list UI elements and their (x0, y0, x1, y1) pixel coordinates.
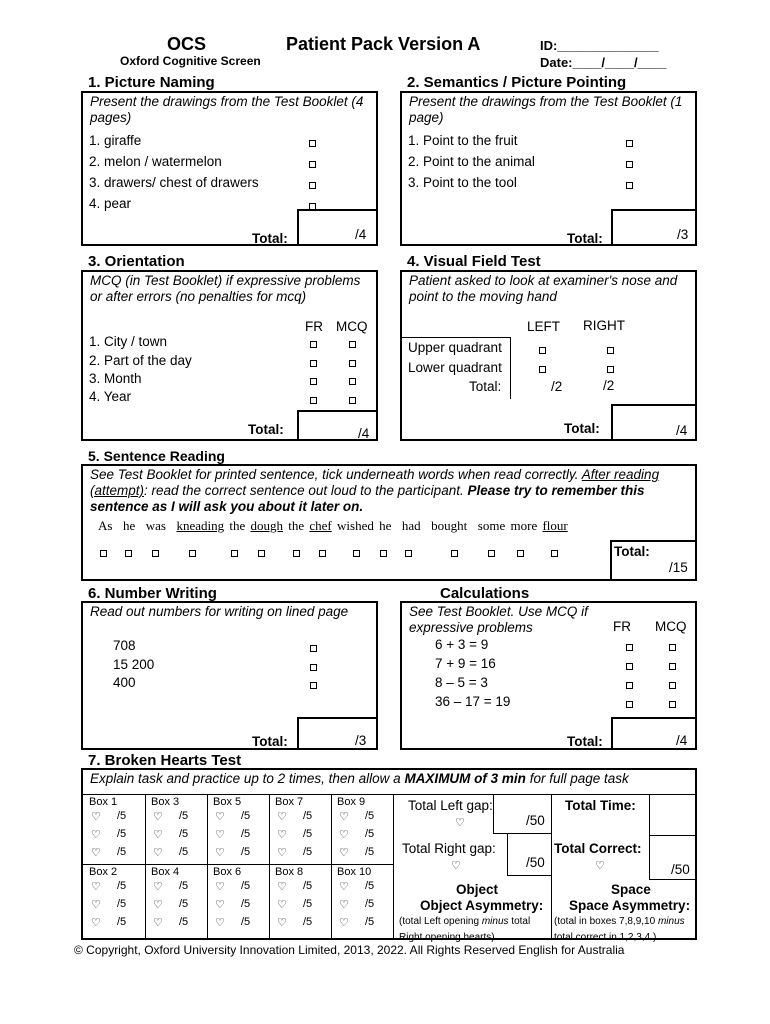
total-label: Total: (567, 231, 603, 246)
checkbox[interactable] (626, 182, 633, 189)
picture-naming-item: 1. giraffe (89, 133, 142, 148)
heart-icon: ♡ (153, 811, 163, 823)
cell-max: /5 (241, 880, 251, 892)
checkbox[interactable] (319, 550, 326, 557)
heart-icon: ♡ (277, 881, 287, 893)
heart-icon: ♡ (277, 847, 287, 859)
space-note-minus: minus (657, 916, 685, 927)
cell-max: /5 (241, 916, 251, 928)
orientation-item: 3. Month (89, 371, 142, 386)
score-box[interactable] (649, 794, 695, 836)
number-item: 400 (113, 675, 136, 690)
col-mcq: MCQ (655, 619, 687, 634)
col-fr: FR (613, 619, 631, 634)
sentence-word: flour (542, 518, 568, 533)
checkbox[interactable] (607, 366, 614, 373)
gap-max: /50 (526, 813, 545, 828)
quadrant-row: Upper quadrant (408, 340, 502, 355)
object-note-minus: minus (481, 916, 509, 927)
col-fr: FR (305, 319, 323, 334)
space-asymmetry-label: Space Asymmetry: (569, 898, 691, 913)
picture-naming-box (81, 91, 378, 246)
cell-max: /5 (117, 828, 127, 840)
cell-max: /5 (365, 916, 375, 928)
checkbox[interactable] (309, 161, 316, 168)
visual-field-box (400, 270, 697, 441)
cell-max: /5 (365, 898, 375, 910)
total-time-label: Total Time: (565, 798, 636, 813)
cell-max: /5 (241, 828, 251, 840)
checkbox[interactable] (189, 550, 196, 557)
sentence-word: the (288, 518, 305, 533)
checkbox[interactable] (100, 550, 107, 557)
heart-icon: ♡ (277, 917, 287, 929)
calculations-box (400, 601, 697, 750)
total-right-gap-label: Total Right gap: (402, 841, 496, 856)
space-note: total correct in 1,2,3,4 ) (554, 932, 657, 943)
heart-icon: ♡ (277, 829, 287, 841)
col-left: LEFT (527, 319, 561, 334)
checkbox[interactable] (231, 550, 238, 557)
ocs-label: OCS (167, 34, 207, 54)
calc-item: 36 – 17 = 19 (435, 694, 511, 709)
sentence-word: some (477, 518, 506, 533)
semantics-box (400, 91, 697, 246)
number-item: 15 200 (113, 657, 155, 672)
heart-icon: ♡ (451, 860, 461, 872)
total-label: Total: (252, 231, 288, 246)
sentence-word: chef (309, 518, 332, 533)
cell-max: /5 (303, 810, 313, 822)
sentence-word: he (122, 518, 136, 533)
cell-max: /5 (365, 810, 375, 822)
checkbox[interactable] (310, 645, 317, 652)
cell-max: /5 (303, 880, 313, 892)
checkbox[interactable] (310, 682, 317, 689)
checkbox[interactable] (309, 140, 316, 147)
orientation-item: 1. City / town (89, 334, 168, 349)
calculations-heading: Calculations (440, 585, 530, 602)
total-label: Total: (252, 734, 288, 749)
cell-max: /5 (241, 898, 251, 910)
total-max: /15 (669, 560, 688, 575)
heart-icon: ♡ (215, 811, 225, 823)
checkbox[interactable] (258, 550, 265, 557)
total-label: Total: (567, 734, 603, 749)
visual-field-instruction: Patient asked to look at examiner's nose and point to the moving hand (409, 273, 678, 304)
box-label: Box 2 (89, 866, 118, 878)
heart-icon: ♡ (91, 811, 101, 823)
cell-max: /5 (179, 810, 189, 822)
sentence-word: kneading (176, 518, 225, 533)
checkbox[interactable] (405, 550, 412, 557)
heart-icon: ♡ (153, 899, 163, 911)
subtitle: Oxford Cognitive Screen (120, 54, 261, 68)
checkbox[interactable] (669, 663, 676, 670)
cell-max: /5 (303, 898, 313, 910)
page-title: Patient Pack Version A (286, 34, 481, 54)
checkbox[interactable] (488, 550, 495, 557)
checkbox[interactable] (152, 550, 159, 557)
broken-hearts-box: Explain task and practice up to 2 times, then allow a MAXIMUM of 3 min for full page task Box 1 ♡ /5 ♡ /5 ♡ /5 Box 3 ♡ /5 ♡ /5 ♡ /5 Box 5 ♡ /5 ♡ /5 ♡ /5 Box 7 ♡ /5 ♡ /5 ♡ /5 Box 9 ♡ /5 ♡ /5 ♡ /5 Box 2 ♡ /5 ♡ /5 ♡ /5 Box 4 ♡ /5 ♡ /5 ♡ /5 Box 6 ♡ /5 ♡ /5 ♡ /5 Box 8 ♡ /5 ♡ /5 ♡ /5 Box 10 ♡ /5 ♡ /5 ♡ /5 Total Left gap: ♡ /50 Total Right gap: ♡ /50 Object Object Asymmetry: (total Left opening minus total Right opening hearts) Total Time: Total Correct: ♡ /50 Space Space Asymmetry: (total in boxes 7,8,9,10 minus total correct in 1,2,3,4 ) (81, 768, 697, 940)
box-label: Box 9 (337, 796, 366, 808)
box-label: Box 3 (151, 796, 180, 808)
picture-naming-item: 2. melon / watermelon (89, 154, 222, 169)
total-label: Total: (564, 421, 600, 436)
cell-max: /5 (241, 810, 251, 822)
cell-max: /5 (241, 846, 251, 858)
heart-icon: ♡ (215, 899, 225, 911)
calc-item: 6 + 3 = 9 (435, 637, 489, 652)
sentence-instruction-after: After reading (attempt) (90, 467, 660, 498)
orientation-item: 2. Part of the day (89, 353, 192, 368)
heart-icon: ♡ (339, 899, 349, 911)
checkbox[interactable] (349, 341, 356, 348)
cell-max: /5 (117, 916, 127, 928)
heart-icon: ♡ (277, 899, 287, 911)
correct-max: /50 (671, 862, 690, 877)
semantics-instruction: Present the drawings from the Test Booklet (1 page) (409, 94, 683, 125)
number-writing-box (81, 601, 378, 750)
box-label: Box 7 (275, 796, 304, 808)
sentence-instruction: See Test Booklet for printed sentence, tick underneath words when read correctly. (90, 467, 582, 482)
box-label: Box 10 (337, 866, 372, 878)
heart-icon: ♡ (455, 817, 465, 829)
heart-icon: ♡ (153, 847, 163, 859)
total-max: /3 (355, 733, 367, 748)
cell-max: /5 (179, 916, 189, 928)
heart-icon: ♡ (277, 811, 287, 823)
hearts-instruction: for full page task (525, 771, 629, 786)
semantics-heading: 2. Semantics / Picture Pointing (407, 74, 627, 91)
checkbox[interactable] (626, 644, 633, 651)
total-left-gap-label: Total Left gap: (408, 798, 493, 813)
checkbox[interactable] (451, 550, 458, 557)
object-note: total Right opening hearts) (399, 916, 531, 943)
cell-max: /5 (117, 846, 127, 858)
checkbox[interactable] (380, 550, 387, 557)
sentence-word: more (510, 518, 538, 533)
cell-max: /5 (365, 828, 375, 840)
calc-item: 8 – 5 = 3 (435, 675, 488, 690)
heart-icon: ♡ (215, 917, 225, 929)
sentence-word: had (401, 518, 421, 533)
number-item: 708 (113, 638, 136, 653)
total-max: /4 (676, 733, 688, 748)
sentence-word: As (98, 518, 113, 533)
cell-max: /5 (365, 846, 375, 858)
checkbox[interactable] (669, 682, 676, 689)
checkbox[interactable] (125, 550, 132, 557)
hearts-grid (83, 794, 393, 938)
heart-icon: ♡ (339, 829, 349, 841)
divider (145, 794, 146, 938)
copyright-footer: © Copyright, Oxford University Innovation Limited, 2013, 2022. All Rights Reserved English for Australia (74, 943, 625, 957)
checkbox[interactable] (310, 378, 317, 385)
sentence-word: the (229, 518, 246, 533)
checkbox[interactable] (310, 664, 317, 671)
picture-naming-item: 3. drawers/ chest of drawers (89, 175, 259, 190)
visual-field-heading: 4. Visual Field Test (407, 253, 541, 270)
checkbox[interactable] (607, 347, 614, 354)
heart-icon: ♡ (153, 881, 163, 893)
sentence-instruction: : read the correct sentence out loud to the participant. (144, 483, 468, 498)
total-correct-label: Total Correct: (554, 841, 642, 856)
box-label: Box 6 (213, 866, 242, 878)
heart-icon: ♡ (91, 829, 101, 841)
col-right: RIGHT (583, 318, 625, 333)
heart-icon: ♡ (339, 917, 349, 929)
picture-naming-item: 4. pear (89, 196, 132, 211)
cell-max: /5 (303, 828, 313, 840)
checkbox[interactable] (551, 550, 558, 557)
picture-naming-heading: 1. Picture Naming (88, 74, 215, 91)
hearts-instruction-bold: MAXIMUM of 3 min (404, 771, 526, 786)
calc-item: 7 + 9 = 16 (435, 656, 496, 671)
total-max: /3 (677, 227, 689, 242)
hearts-instruction: Explain task and practice up to 2 times, then allow a (90, 771, 405, 786)
heart-icon: ♡ (339, 881, 349, 893)
checkbox[interactable] (310, 397, 317, 404)
checkbox[interactable] (293, 550, 300, 557)
heart-icon: ♡ (215, 847, 225, 859)
gap-max: /50 (526, 855, 545, 870)
checkbox[interactable] (310, 341, 317, 348)
cell-max: /5 (179, 880, 189, 892)
right-max: /2 (603, 378, 615, 393)
box-label: Box 5 (213, 796, 242, 808)
semantics-item: 3. Point to the tool (408, 175, 517, 190)
checkbox[interactable] (349, 397, 356, 404)
object-asymmetry-label: Object (456, 882, 499, 897)
divider (83, 864, 393, 865)
checkbox[interactable] (349, 378, 356, 385)
heart-icon: ♡ (91, 847, 101, 859)
checkbox[interactable] (309, 182, 316, 189)
checkbox[interactable] (669, 701, 676, 708)
heart-icon: ♡ (215, 881, 225, 893)
divider (207, 794, 208, 938)
object-asymmetry-label: Object Asymmetry: (420, 898, 544, 913)
heart-icon: ♡ (595, 860, 605, 872)
sentence-reading-heading: 5. Sentence Reading (88, 448, 225, 464)
broken-hearts-heading: 7. Broken Hearts Test (88, 752, 242, 769)
picture-naming-instruction: Present the drawings from the Test Booklet (4 pages) (90, 94, 364, 125)
heart-icon: ♡ (91, 881, 101, 893)
space-note: (total in boxes 7,8,9,10 (554, 916, 658, 927)
heart-icon: ♡ (215, 829, 225, 841)
heart-icon: ♡ (153, 829, 163, 841)
number-writing-instruction: Read out numbers for writing on lined page (90, 604, 349, 619)
box-label: Box 8 (275, 866, 304, 878)
checkbox[interactable] (349, 360, 356, 367)
checkbox[interactable] (626, 161, 633, 168)
checkbox[interactable] (626, 140, 633, 147)
checkbox[interactable] (626, 663, 633, 670)
heart-icon: ♡ (339, 811, 349, 823)
checkbox[interactable] (539, 347, 546, 354)
cell-max: /5 (117, 810, 127, 822)
divider (393, 794, 394, 938)
number-writing-heading: 6. Number Writing (88, 585, 217, 602)
divider (551, 794, 552, 938)
checkbox[interactable] (669, 644, 676, 651)
left-max: /2 (551, 379, 563, 394)
divider (510, 337, 511, 399)
checkbox[interactable] (310, 360, 317, 367)
col-mcq: MCQ (336, 319, 368, 334)
date-field[interactable]: Date:____/____/____ (540, 55, 667, 70)
sentence-word: he (379, 518, 392, 533)
sentence-instruction-bold: Please try to remember this sentence as I will ask you about it later on. (90, 483, 645, 514)
cell-max: /5 (179, 828, 189, 840)
cell-max: /5 (117, 898, 127, 910)
total-max: /4 (355, 227, 367, 242)
checkbox[interactable] (353, 550, 360, 557)
divider (269, 794, 270, 938)
cell-max: /5 (179, 846, 189, 858)
cell-max: /5 (365, 880, 375, 892)
cell-max: /5 (303, 916, 313, 928)
checkbox[interactable] (626, 701, 633, 708)
semantics-item: 1. Point to the fruit (408, 133, 518, 148)
cell-max: /5 (179, 898, 189, 910)
sentence-word: bought (431, 518, 468, 533)
object-note: (total Left opening (399, 916, 482, 927)
orientation-heading: 3. Orientation (88, 253, 185, 270)
total-max: /4 (676, 423, 688, 438)
sentence-word: wished (337, 518, 374, 533)
id-field[interactable]: ID:______________ (540, 38, 659, 53)
heart-icon: ♡ (91, 917, 101, 929)
sentence-word: was (145, 518, 166, 533)
sentence-reading-box (81, 464, 697, 581)
checkbox[interactable] (517, 550, 524, 557)
checkbox[interactable] (626, 682, 633, 689)
box-label: Box 1 (89, 796, 118, 808)
box-label: Box 4 (151, 866, 180, 878)
total-label: Total: (614, 544, 650, 559)
orientation-box (81, 270, 378, 441)
semantics-item: 2. Point to the animal (408, 154, 535, 169)
sentence-word: dough (250, 518, 283, 533)
checkbox[interactable] (539, 366, 546, 373)
cell-max: /5 (117, 880, 127, 892)
divider (331, 794, 332, 938)
quadrant-row: Lower quadrant (408, 360, 502, 375)
heart-icon: ♡ (91, 899, 101, 911)
cell-max: /5 (303, 846, 313, 858)
calculations-instruction: See Test Booklet. Use MCQ if expressive problems (409, 604, 588, 635)
total-label: Total: (248, 422, 284, 437)
orientation-item: 4. Year (89, 389, 132, 404)
heart-icon: ♡ (153, 917, 163, 929)
heart-icon: ♡ (339, 847, 349, 859)
orientation-instruction: MCQ (in Test Booklet) if expressive problems or after errors (no penalties for mcq) (90, 273, 361, 304)
total-max: /4 (358, 426, 370, 441)
divider (402, 337, 510, 338)
subtotal-label: Total: (469, 379, 502, 394)
